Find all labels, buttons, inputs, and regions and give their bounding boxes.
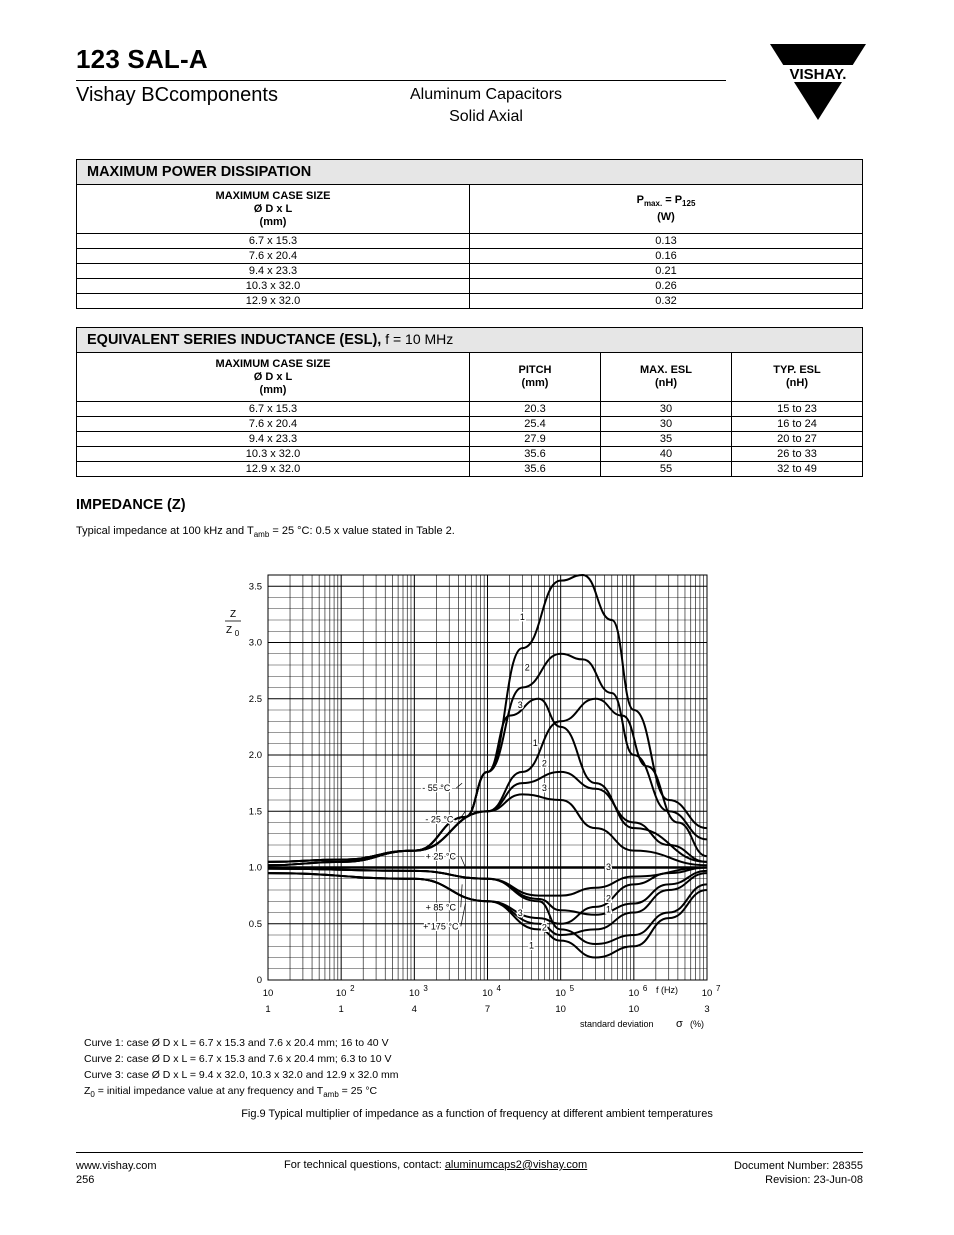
- x-tick-exponent: 3: [423, 984, 428, 993]
- sigma-tick-label: 1: [338, 1004, 344, 1015]
- table-cell: 12.9 x 32.0: [77, 462, 470, 477]
- table-cell: 12.9 x 32.0: [77, 294, 470, 309]
- product-subtitle: [396, 84, 576, 128]
- case-size-header-l2: Ø D x L: [253, 202, 293, 215]
- table-cell: 30: [601, 402, 732, 417]
- pmax-unit: (W): [657, 210, 675, 223]
- y-label-numerator: Z: [229, 609, 237, 620]
- footer-rule: [76, 1152, 863, 1153]
- page-number: 256: [76, 1174, 95, 1186]
- x-tick-exponent: 2: [350, 984, 355, 993]
- sigma-tick-label: 4: [411, 1004, 417, 1015]
- table-cell: 32 to 49: [732, 462, 863, 477]
- table-cell: 10.3 x 32.0: [77, 279, 470, 294]
- y-tick-label: 3.5: [248, 581, 262, 593]
- y-tick-label: 2.0: [248, 750, 262, 761]
- chart-axis: [249, 581, 721, 1015]
- x-tick-label: 10: [335, 988, 347, 999]
- table-cell: 10.3 x 32.0: [77, 447, 470, 462]
- sigma-label: standard deviation: [580, 1019, 654, 1029]
- table-cell: 25.4: [470, 417, 601, 432]
- footer-website-link[interactable]: www.vishay.com: [76, 1160, 157, 1172]
- curve-number-label: 1: [532, 738, 538, 748]
- note-z0-c: = 25 °C: [338, 1085, 378, 1097]
- temperature-label: - 55 °C: [422, 783, 451, 793]
- impedance-text-a: Typical impedance at 100 kHz and T: [76, 525, 254, 537]
- curve-number-label: 3: [605, 861, 611, 872]
- subtitle-line-1: Aluminum Capacitors: [409, 86, 563, 103]
- impedance-chart: [200, 565, 740, 1035]
- esl-header-l3: (mm): [259, 383, 287, 396]
- x-tick-exponent: 4: [496, 984, 501, 993]
- note-z0: [84, 1083, 399, 1103]
- sigma-tick-label: 1: [265, 1004, 271, 1015]
- esl-case-size-header: [77, 353, 470, 402]
- table-cell: 0.16: [470, 249, 863, 264]
- table-row: [77, 279, 863, 294]
- company-name: Vishay BCcomponents: [76, 84, 278, 106]
- case-size-header: [77, 185, 470, 234]
- temperature-leader-line: [456, 783, 462, 788]
- table-row: [77, 432, 863, 447]
- impedance-text-sub: amb: [253, 530, 270, 540]
- y-tick-label: 0.5: [248, 918, 262, 930]
- table-cell: 6.7 x 15.3: [77, 234, 470, 249]
- table-cell: 7.6 x 20.4: [77, 417, 470, 432]
- footer-email-link[interactable]: aluminumcaps2@vishay.com: [444, 1159, 588, 1171]
- temperature-label: + 175 °C: [423, 921, 459, 932]
- chart-grid: [268, 575, 707, 980]
- y-tick-label: 1.0: [248, 862, 262, 874]
- typ-esl-header-l2: (nH): [786, 377, 808, 389]
- curve-number-label: 2: [541, 758, 547, 769]
- temperature-label: + 25 °C: [425, 851, 456, 862]
- pmax-sub: max.: [643, 199, 663, 209]
- curve-number-label: 2: [605, 893, 611, 904]
- esl-header-l1: MAXIMUM CASE SIZE: [215, 357, 331, 370]
- table-cell: 9.4 x 23.3: [77, 264, 470, 279]
- max-esl-header: [601, 353, 732, 402]
- y-tick-label: 3.0: [248, 637, 262, 649]
- typ-esl-header: [732, 353, 863, 402]
- note-z0-sub: 0: [90, 1090, 95, 1100]
- note-z0-b: = initial impedance value at any frequency and T: [94, 1085, 324, 1097]
- revision-date: Revision: 23-Jun-08: [765, 1174, 863, 1186]
- table-cell: 0.26: [470, 279, 863, 294]
- sigma-unit: (%): [690, 1019, 704, 1029]
- curve-number-label: 2: [541, 922, 547, 933]
- table-row: [77, 462, 863, 477]
- esl-caption-suffix: f = 10 MHz: [381, 331, 454, 347]
- pitch-header: [470, 353, 601, 402]
- esl-header-l2: Ø D x L: [253, 370, 293, 383]
- x-tick-label: 10: [555, 988, 566, 999]
- x-tick-exponent: 5: [569, 984, 575, 993]
- y-tick-label: 0: [256, 975, 262, 986]
- x-tick-exponent: 6: [642, 984, 648, 993]
- table-row: [77, 294, 863, 309]
- footer-left: [76, 1159, 156, 1187]
- sigma-tick-label: 3: [704, 1004, 710, 1015]
- table-cell: 20.3: [470, 402, 601, 417]
- case-size-header-l1: MAXIMUM CASE SIZE: [215, 189, 331, 202]
- figure-caption: Fig.9 Typical multiplier of impedance as a function of frequency at different ambient temperatures: [241, 1108, 713, 1120]
- footer-contact: [284, 1159, 587, 1171]
- impedance-text-b: = 25 °C: 0.5 x value stated in Table 2.: [269, 525, 455, 537]
- power-table-caption: MAXIMUM POWER DISSIPATION: [77, 160, 863, 185]
- pmax-p: P: [636, 194, 644, 207]
- table-cell: 40: [601, 447, 732, 462]
- subtitle-line-2: Solid Axial: [449, 108, 523, 125]
- table-cell: 0.32: [470, 294, 863, 309]
- table-row: [77, 447, 863, 462]
- max-esl-header-l1: MAX. ESL: [640, 364, 692, 376]
- footer-right: [660, 1159, 863, 1187]
- table-row: [77, 264, 863, 279]
- esl-table: [76, 327, 863, 477]
- pmax-eq: = P: [662, 194, 683, 207]
- x-tick-label: 10: [409, 988, 420, 999]
- curve-number-label: 3: [541, 783, 547, 793]
- sigma-tick-label: 10: [628, 1004, 640, 1015]
- table-cell: 20 to 27: [732, 432, 863, 447]
- pitch-header-l2: (mm): [521, 377, 549, 389]
- logo-text: VISHAY.: [789, 66, 847, 83]
- x-tick-label: 10: [482, 988, 493, 999]
- impedance-text: [76, 525, 455, 539]
- table-row: [77, 402, 863, 417]
- x-tick-label: 10: [701, 988, 713, 999]
- power-dissipation-table: [76, 159, 863, 309]
- curve-number-label: 1: [605, 904, 611, 915]
- max-esl-header-l2: (nH): [655, 377, 677, 389]
- note-z0-a: Z: [84, 1085, 91, 1097]
- temperature-leader-line: [461, 857, 466, 868]
- table-cell: 30: [601, 417, 732, 432]
- impedance-heading: IMPEDANCE (Z): [76, 497, 186, 513]
- x-unit-label: f (Hz): [656, 985, 678, 995]
- table-cell: 35: [601, 432, 732, 447]
- temperature-leader-line: [461, 904, 466, 927]
- table-cell: 55: [601, 462, 732, 477]
- pitch-header-l1: PITCH: [518, 364, 552, 376]
- page-title: 123 SAL-A: [76, 44, 208, 74]
- sigma-tick-label: 7: [484, 1004, 491, 1015]
- curve-number-label: 1: [519, 612, 525, 622]
- case-size-header-l3: (mm): [259, 215, 287, 228]
- y-label-denominator-sub: 0: [234, 629, 240, 638]
- footer-contact-text: For technical questions, contact:: [284, 1159, 445, 1171]
- temperature-label: - 25 °C: [425, 814, 454, 825]
- table-cell: 6.7 x 15.3: [77, 402, 470, 417]
- table-cell: 26 to 33: [732, 447, 863, 462]
- table-cell: 35.6: [470, 462, 601, 477]
- note-curve-2: Curve 2: case Ø D x L = 6.7 x 15.3 and 7.6 x 20.4 mm; 6.3 to 10 V: [84, 1053, 392, 1065]
- table-cell: 35.6: [470, 447, 601, 462]
- curve-number-label: 3: [517, 907, 523, 918]
- sigma-symbol: σ: [676, 1018, 683, 1030]
- note-z0-sub2: amb: [323, 1090, 339, 1100]
- note-curve-3: Curve 3: case Ø D x L = 9.4 x 32.0, 10.3 x 32.0 and 12.9 x 32.0 mm: [84, 1069, 399, 1081]
- esl-caption-bold: EQUIVALENT SERIES INDUCTANCE (ESL),: [87, 332, 382, 348]
- table-cell: 16 to 24: [732, 417, 863, 432]
- document-number: Document Number: 28355: [733, 1160, 863, 1172]
- y-tick-label: 2.5: [248, 693, 262, 705]
- p125-sub: 125: [682, 199, 696, 209]
- table-row: [77, 249, 863, 264]
- pmax-header: [470, 185, 863, 234]
- table-row: [77, 417, 863, 432]
- esl-table-caption: [77, 328, 863, 353]
- temperature-label: + 85 °C: [425, 902, 456, 913]
- table-cell: 0.21: [470, 264, 863, 279]
- header-rule: [76, 80, 726, 81]
- curve-number-label: 1: [529, 940, 535, 951]
- note-curve-1: Curve 1: case Ø D x L = 6.7 x 15.3 and 7.6 x 20.4 mm; 16 to 40 V: [84, 1037, 389, 1049]
- table-cell: 9.4 x 23.3: [77, 432, 470, 447]
- table-cell: 15 to 23: [732, 402, 863, 417]
- table-cell: 27.9: [470, 432, 601, 447]
- table-row: [77, 234, 863, 249]
- sigma-tick-label: 10: [555, 1004, 566, 1015]
- y-label-denominator: Z: [225, 625, 233, 636]
- curve-number-label: 2: [524, 662, 530, 673]
- table-cell: 0.13: [470, 234, 863, 249]
- x-tick-label: 10: [262, 988, 274, 999]
- curve-notes: [84, 1035, 399, 1103]
- x-tick-label: 10: [628, 988, 640, 999]
- y-tick-label: 1.5: [248, 806, 262, 818]
- vishay-logo: [770, 44, 866, 122]
- typ-esl-header-l1: TYP. ESL: [773, 364, 821, 376]
- x-tick-exponent: 7: [716, 984, 721, 993]
- table-cell: 7.6 x 20.4: [77, 249, 470, 264]
- curve-number-label: 3: [517, 699, 523, 710]
